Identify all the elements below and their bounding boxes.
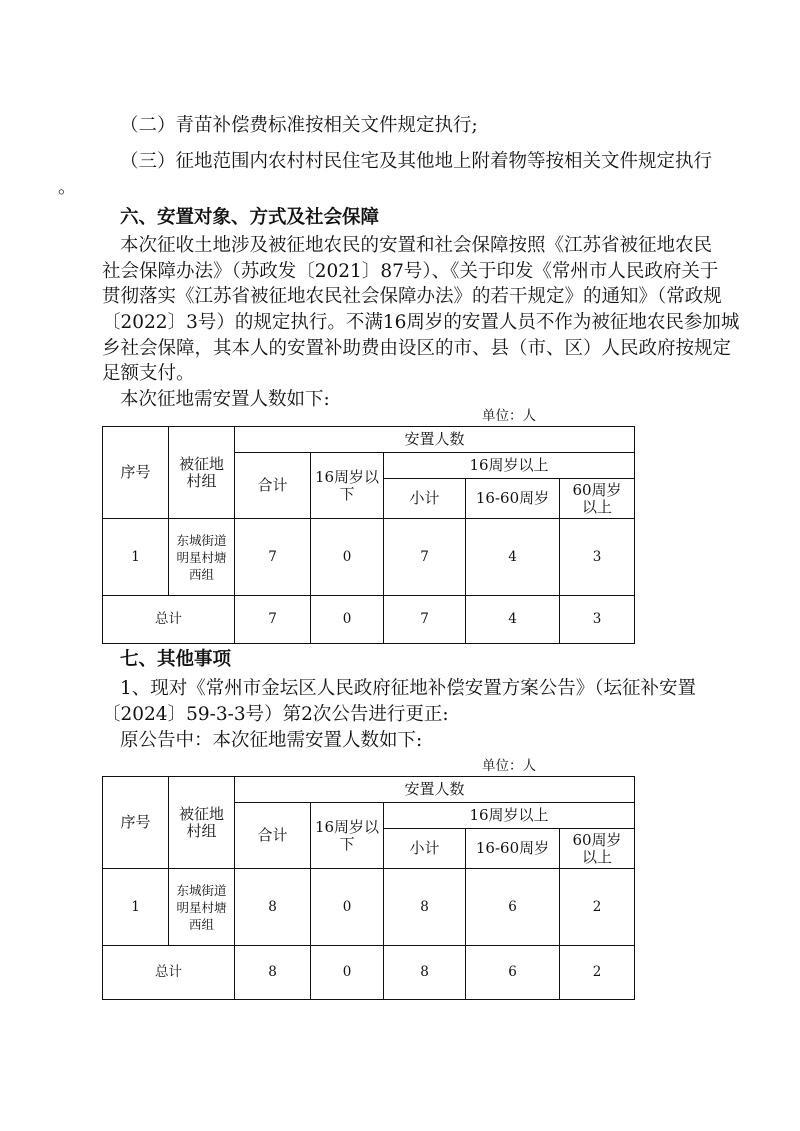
cell-16-60: 4 xyxy=(466,519,560,596)
section-6-line: 〔2022〕3号）的规定执行。不满16周岁的安置人员不作为被征地农民参加城 xyxy=(102,312,740,333)
cell-sum-total: 8 xyxy=(235,946,311,1000)
cell-sum-subtotal: 8 xyxy=(384,946,466,1000)
cell-sum-over60: 3 xyxy=(560,596,635,644)
table-sum-row xyxy=(103,596,635,644)
cell-village-line3: 西组 xyxy=(188,916,214,932)
cell-over60: 2 xyxy=(560,869,635,946)
cell-sum-label: 总计 xyxy=(103,596,235,644)
cell-sum-under16: 0 xyxy=(311,596,384,644)
cell-subtotal: 8 xyxy=(384,869,466,946)
header-total: 合计 xyxy=(235,803,311,869)
header-over60-line2: 以上 xyxy=(581,847,612,866)
header-village-line1: 被征地 xyxy=(178,454,224,473)
header-village xyxy=(169,427,235,519)
header-under16-line2: 下 xyxy=(339,484,355,503)
section-6-line: 社会保障办法》（苏政发〔2021〕87号）、《关于印发《常州市人民政府关于 xyxy=(102,261,719,282)
cell-total: 8 xyxy=(235,869,311,946)
header-over60 xyxy=(560,829,635,869)
cell-sum-label: 总计 xyxy=(103,946,235,1000)
cell-under16: 0 xyxy=(311,519,384,596)
cell-sum-16-60: 6 xyxy=(466,946,560,1000)
section-6-heading: 六、安置对象、方式及社会保障 xyxy=(120,207,380,228)
header-total: 合计 xyxy=(235,453,311,519)
header-subtotal: 小计 xyxy=(384,829,466,869)
cell-sum-under16: 0 xyxy=(311,946,384,1000)
header-village-line2: 村组 xyxy=(186,821,217,840)
cell-subtotal: 7 xyxy=(384,519,466,596)
cell-village xyxy=(169,869,235,946)
table-row xyxy=(103,869,635,946)
section-6-line: 贯彻落实《江苏省被征地农民社会保障办法》的若干规定》的通知》（常政规 xyxy=(102,286,722,307)
table-1-unit: 单位：人 xyxy=(482,408,536,424)
cell-total: 7 xyxy=(235,519,311,596)
section-7-line: 1、现对《常州市金坛区人民政府征地补偿安置方案公告》（坛征补安置 xyxy=(120,678,697,699)
cell-over60: 3 xyxy=(560,519,635,596)
header-over60-line2: 以上 xyxy=(581,497,612,516)
header-over60-line1: 60周岁 xyxy=(572,830,622,849)
table-2-unit: 单位：人 xyxy=(482,758,536,774)
header-16-60: 16-60周岁 xyxy=(466,479,560,519)
header-16-60: 16-60周岁 xyxy=(466,829,560,869)
cell-sum-16-60: 4 xyxy=(466,596,560,644)
header-under16-line1: 16周岁以 xyxy=(314,817,380,836)
cell-sum-over60: 2 xyxy=(560,946,635,1000)
header-over16: 16周岁以上 xyxy=(384,453,635,479)
header-village-line2: 村组 xyxy=(186,471,217,490)
cell-village-line1: 东城街道 xyxy=(176,882,227,898)
cell-16-60: 6 xyxy=(466,869,560,946)
header-over16: 16周岁以上 xyxy=(384,803,635,829)
cell-seq: 1 xyxy=(103,869,169,946)
header-village xyxy=(169,777,235,869)
header-under16-line1: 16周岁以 xyxy=(314,467,380,486)
paragraph-green-seedling: （二）青苗补偿费标准按相关文件规定执行; xyxy=(120,115,478,136)
table-1-intro: 本次征地需安置人数如下: xyxy=(120,389,330,410)
header-under16 xyxy=(311,453,384,519)
table-sum-row xyxy=(103,946,635,1000)
header-seq: 序号 xyxy=(103,427,169,519)
cell-sum-total: 7 xyxy=(235,596,311,644)
section-7-line: 〔2024〕59-3-3号）第2次公告进行更正: xyxy=(102,704,449,725)
cell-village-line3: 西组 xyxy=(188,566,214,582)
resettlement-table-original xyxy=(102,776,635,1000)
cell-sum-subtotal: 7 xyxy=(384,596,466,644)
cell-village xyxy=(169,519,235,596)
header-over60-line1: 60周岁 xyxy=(572,480,622,499)
section-7-heading: 七、其他事项 xyxy=(120,649,232,670)
table-row xyxy=(103,519,635,596)
header-subtotal: 小计 xyxy=(384,479,466,519)
header-seq: 序号 xyxy=(103,777,169,869)
cell-village-line1: 东城街道 xyxy=(176,532,227,548)
header-resettle-count: 安置人数 xyxy=(235,777,635,803)
header-under16 xyxy=(311,803,384,869)
header-resettle-count: 安置人数 xyxy=(235,427,635,453)
section-6-line: 乡社会保障，其本人的安置补助费由设区的市、县（市、区）人民政府按规定 xyxy=(102,338,732,359)
section-6-line: 本次征收土地涉及被征地农民的安置和社会保障按照《江苏省被征地农民 xyxy=(120,235,713,256)
cell-seq: 1 xyxy=(103,519,169,596)
cell-under16: 0 xyxy=(311,869,384,946)
paragraph-houses-line2: 。 xyxy=(58,177,77,198)
cell-village-line2: 明星村塘 xyxy=(176,899,227,915)
resettlement-table-current xyxy=(102,426,635,644)
header-village-line1: 被征地 xyxy=(178,804,224,823)
header-under16-line2: 下 xyxy=(339,834,355,853)
table-2-intro: 原公告中：本次征地需安置人数如下: xyxy=(120,730,423,751)
paragraph-houses-line1: （三）征地范围内农村村民住宅及其他地上附着物等按相关文件规定执行 xyxy=(120,151,713,172)
header-over60 xyxy=(560,479,635,519)
section-6-line: 足额支付。 xyxy=(102,363,195,384)
cell-village-line2: 明星村塘 xyxy=(176,549,227,565)
